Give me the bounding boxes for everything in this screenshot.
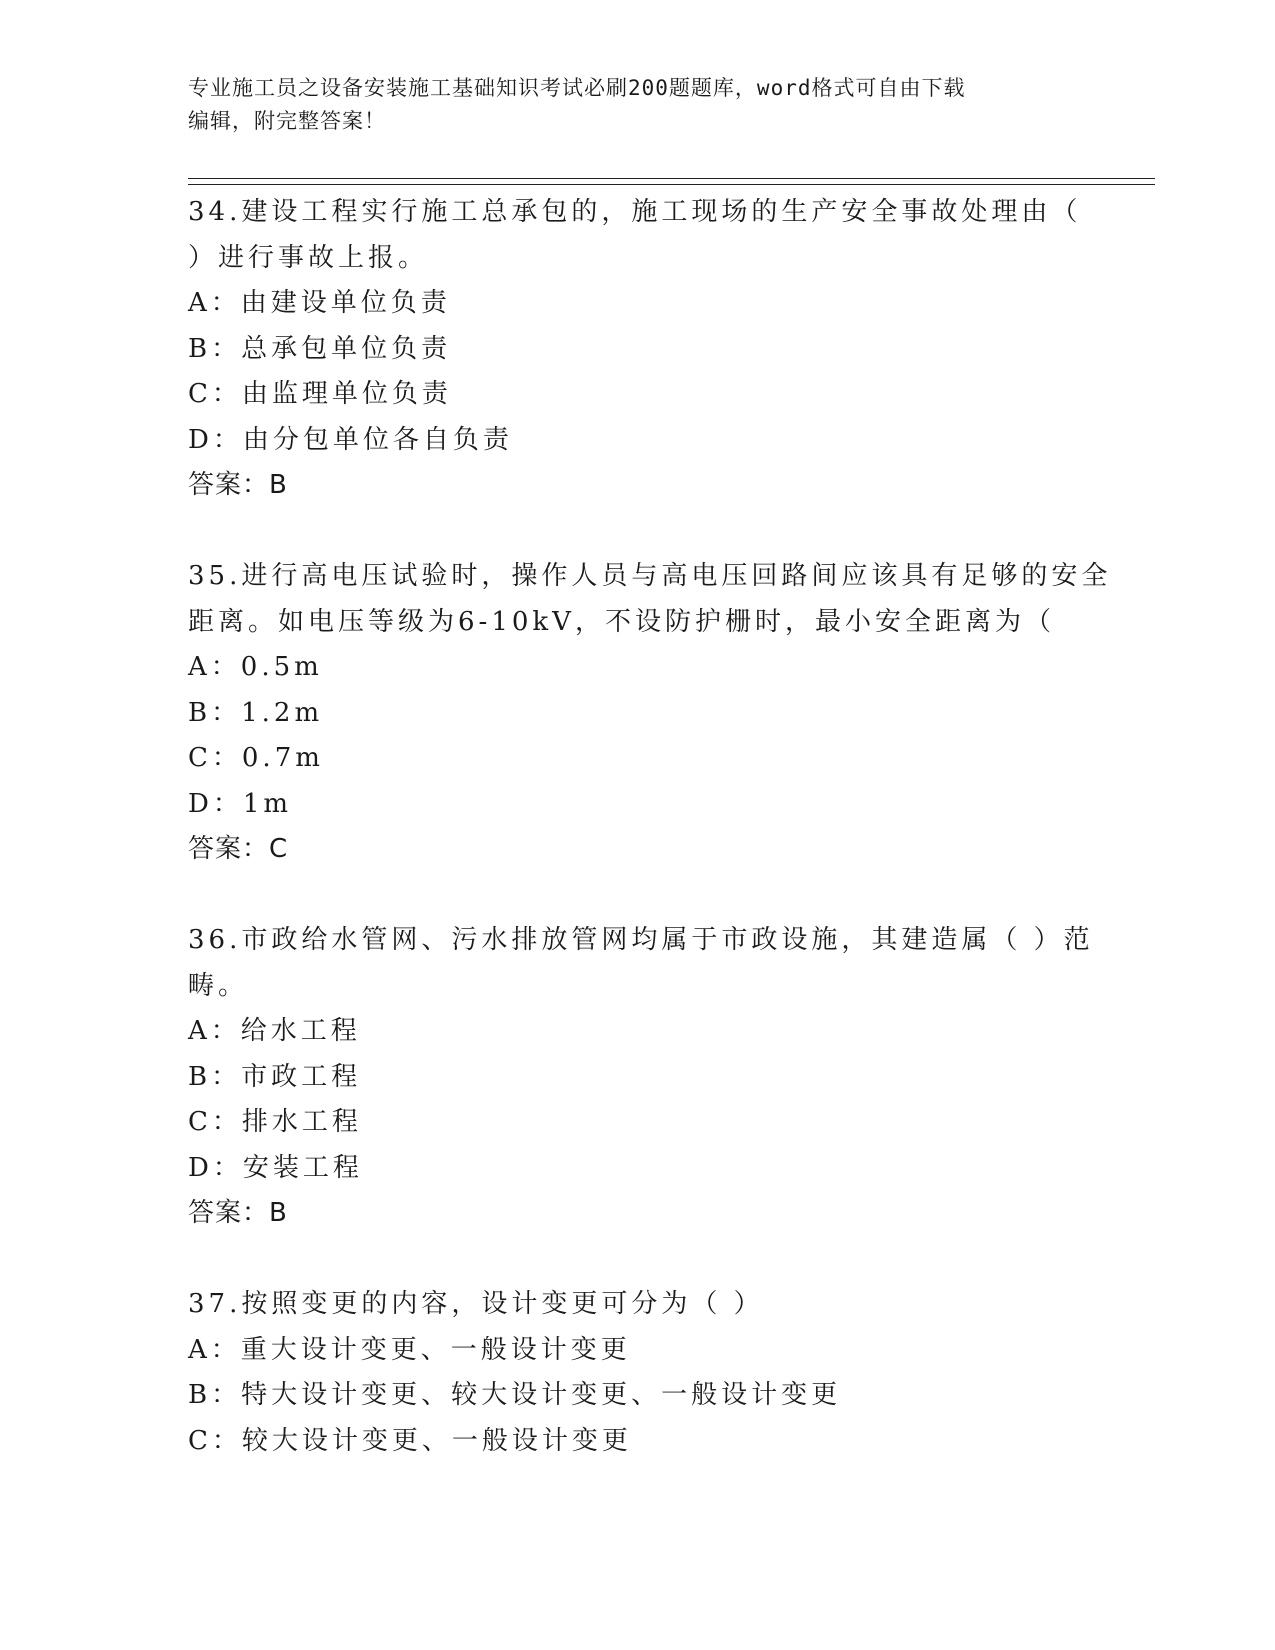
- document-header: [188, 72, 1088, 138]
- question-list: [188, 190, 1112, 1464]
- option-a: A：0.5m: [188, 652, 323, 682]
- question-spacer: [188, 1237, 1088, 1283]
- question-spacer: [188, 509, 1088, 555]
- option-a: A：给水工程: [188, 1016, 361, 1046]
- option-c: C：排水工程: [188, 1107, 362, 1137]
- question-stem-line: 36.市政给水管网、污水排放管网均属于市政设施，其建造属（ ）范: [188, 925, 1094, 955]
- header-divider-top: [188, 178, 1155, 179]
- option-a: A：由建设单位负责: [188, 288, 451, 318]
- option-b: B：总承包单位负责: [188, 333, 452, 364]
- answer: 答案：B: [188, 1198, 288, 1228]
- option-b: B：1.2m: [188, 697, 324, 728]
- option-a: A：重大设计变更、一般设计变更: [188, 1334, 631, 1365]
- option-d: D：安装工程: [188, 1152, 363, 1183]
- question-36: [188, 918, 1094, 1237]
- option-c: C：较大设计变更、一般设计变更: [188, 1425, 632, 1456]
- header-line-2: 编辑，附完整答案！: [188, 109, 386, 133]
- question-stem-line: 畴。: [188, 970, 249, 1001]
- option-d: D：由分包单位各自负责: [188, 424, 513, 455]
- answer: 答案：B: [188, 470, 288, 500]
- option-c: C：0.7m: [188, 743, 324, 773]
- answer: 答案：C: [188, 834, 289, 864]
- question-stem-line: 34.建设工程实行施工总承包的，施工现场的生产安全事故处理由（: [188, 197, 1082, 227]
- option-c: C：由监理单位负责: [188, 379, 452, 409]
- question-34: [188, 190, 1088, 509]
- question-spacer: [188, 873, 1088, 919]
- question-stem-line: 距离。如电压等级为6-10kV，不设防护栅时，最小安全距离为（: [188, 606, 1055, 637]
- question-stem-line: 35.进行高电压试验时，操作人员与高电压回路间应该具有足够的安全: [188, 561, 1112, 591]
- question-stem-line: 37.按照变更的内容，设计变更可分为（ ）: [188, 1289, 764, 1319]
- header-divider-bottom: [188, 184, 1155, 185]
- option-d: D：1m: [188, 788, 293, 819]
- question-35: [188, 554, 1112, 873]
- option-b: B：市政工程: [188, 1061, 362, 1092]
- option-b: B：特大设计变更、较大设计变更、一般设计变更: [188, 1380, 842, 1410]
- question-stem-line: ）进行事故上报。: [188, 242, 429, 273]
- question-37: [188, 1282, 1088, 1464]
- header-line-1: 专业施工员之设备安装施工基础知识考试必刷200题题库，word格式可自由下载: [188, 76, 966, 100]
